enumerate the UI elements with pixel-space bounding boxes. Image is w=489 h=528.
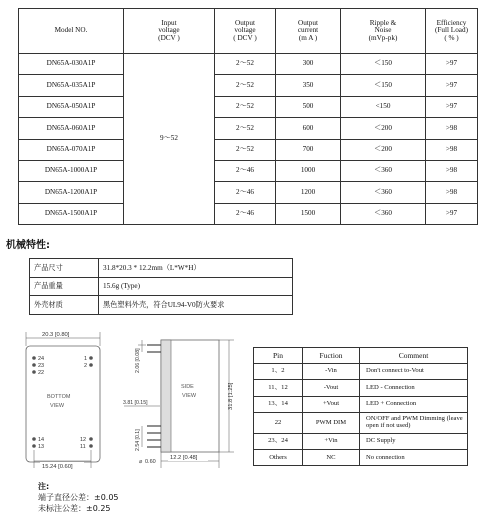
comment-cell: LED - Connection xyxy=(360,380,468,396)
vout-cell: 2～52 xyxy=(215,54,276,75)
mech-label: 产品重量 xyxy=(30,277,99,296)
side-view xyxy=(123,340,234,468)
table-row xyxy=(19,118,478,139)
vout-cell: 2～52 xyxy=(215,75,276,96)
pin-dot xyxy=(89,356,93,360)
table-row xyxy=(254,364,468,380)
header-output-voltage: Output voltage ( DCV ) xyxy=(215,9,276,54)
ripple-cell: ＜200 xyxy=(341,139,426,160)
mech-label: 产品尺寸 xyxy=(30,259,99,278)
iout-cell: 600 xyxy=(276,118,341,139)
pin-header-row xyxy=(254,348,468,364)
iout-cell: 1000 xyxy=(276,160,341,181)
model-cell: DN65A-030A1P xyxy=(19,54,124,75)
function-cell: +Vout xyxy=(303,396,360,412)
ripple-cell: ＜200 xyxy=(341,118,426,139)
dim-depth-label: 12.2 [0.48] xyxy=(170,455,198,461)
pin-label: 14 xyxy=(38,437,45,443)
vout-cell: 2～46 xyxy=(215,160,276,181)
eff-cell: >97 xyxy=(426,203,478,224)
dim-height-small-label: 2.06 [0.08] xyxy=(135,348,141,373)
model-cell: DN65A-1000A1P xyxy=(19,160,124,181)
eff-cell: >98 xyxy=(426,182,478,203)
header-output-current: Output current (m A ) xyxy=(276,9,341,54)
dim-width-bottom-label: 15.24 [0.60] xyxy=(42,464,73,470)
table-row xyxy=(19,75,478,96)
model-cell: DN65A-1200A1P xyxy=(19,182,124,203)
function-cell: -Vin xyxy=(303,364,360,380)
comment-cell: No connection xyxy=(360,450,468,466)
vout-cell: 2～52 xyxy=(215,118,276,139)
vout-cell: 2～46 xyxy=(215,182,276,203)
pin-dot xyxy=(89,444,93,448)
table-row xyxy=(30,296,293,315)
comment-cell: DC Supply xyxy=(360,433,468,449)
ripple-cell: ＜360 xyxy=(341,203,426,224)
function-cell: -Vout xyxy=(303,380,360,396)
eff-cell: >97 xyxy=(426,75,478,96)
dim-length-label: 31.8 [1.25] xyxy=(228,382,234,410)
mechanical-drawing xyxy=(0,318,250,478)
table-row xyxy=(30,277,293,296)
comment-cell: LED + Connection xyxy=(360,396,468,412)
model-cell: DN65A-070A1P xyxy=(19,139,124,160)
table-row xyxy=(19,139,478,160)
notes xyxy=(38,481,119,514)
dim-width-top-label: 20.3 [0.80] xyxy=(42,332,70,338)
pin-dot xyxy=(32,370,36,374)
comment-cell: ON/OFF and PWM Dimming (leave open if not used) xyxy=(360,412,468,433)
note-line: 未标注公差：±0.25 xyxy=(38,504,111,513)
header-function: Fuction xyxy=(303,348,360,364)
eff-cell: >97 xyxy=(426,54,478,75)
eff-cell: >98 xyxy=(426,139,478,160)
ripple-cell: <150 xyxy=(341,96,426,117)
pin-label: 12 xyxy=(80,437,87,443)
mech-value: 31.8*20.3 * 12.2mm（L*W*H） xyxy=(99,259,293,278)
table-row xyxy=(19,160,478,181)
vout-cell: 2～46 xyxy=(215,203,276,224)
pin-cell: 13、14 xyxy=(254,396,303,412)
pin-dot xyxy=(32,437,36,441)
function-cell: NC xyxy=(303,450,360,466)
pin-dot xyxy=(32,444,36,448)
note-line: 端子直径公差：±0.05 xyxy=(38,493,119,502)
pin-label: 11 xyxy=(80,444,86,450)
table-row xyxy=(30,259,293,278)
pin-label: 22 xyxy=(38,370,45,376)
ripple-cell: ＜150 xyxy=(341,54,426,75)
table-row xyxy=(254,412,468,433)
header-model: Model NO. xyxy=(19,9,124,54)
pin-cell: 11、12 xyxy=(254,380,303,396)
pin-cell: 1、2 xyxy=(254,364,303,380)
function-cell: +Vin xyxy=(303,433,360,449)
dim-pin-spacing-label: 2.54 [0.1] xyxy=(135,429,141,451)
dim-width-top xyxy=(26,332,100,346)
dim-pin-offset-label: 3.81 [0.15] xyxy=(123,400,148,406)
eff-cell: >97 xyxy=(426,96,478,117)
mechanical-table xyxy=(29,258,293,315)
comment-cell: Don't connect to-Vout xyxy=(360,364,468,380)
table-row xyxy=(19,96,478,117)
side-view-label: SIDE xyxy=(181,384,194,390)
mech-label: 外壳材质 xyxy=(30,296,99,315)
iout-cell: 350 xyxy=(276,75,341,96)
pin-label: 23 xyxy=(38,363,45,369)
pin-dot xyxy=(32,356,36,360)
pin-cell: 22 xyxy=(254,412,303,433)
dim-pin-diameter-label: 0.60 xyxy=(145,459,156,465)
model-cell: DN65A-1500A1P xyxy=(19,203,124,224)
iout-cell: 700 xyxy=(276,139,341,160)
model-cell: DN65A-060A1P xyxy=(19,118,124,139)
header-pin: Pin xyxy=(254,348,303,364)
iout-cell: 1500 xyxy=(276,203,341,224)
iout-cell: 500 xyxy=(276,96,341,117)
table-row xyxy=(19,182,478,203)
eff-cell: >98 xyxy=(426,118,478,139)
ripple-cell: ＜360 xyxy=(341,182,426,203)
notes-heading: 注: xyxy=(38,482,50,491)
pin-label: 24 xyxy=(38,356,45,362)
table-row xyxy=(254,396,468,412)
header-comment: Comment xyxy=(360,348,468,364)
iout-cell: 1200 xyxy=(276,182,341,203)
iout-cell: 300 xyxy=(276,54,341,75)
eff-cell: >98 xyxy=(426,160,478,181)
pin-cell: Others xyxy=(254,450,303,466)
mech-value: 黑色塑料外壳，符合UL94-V0防火要求 xyxy=(99,296,293,315)
function-cell: PWM DIM xyxy=(303,412,360,433)
table-row xyxy=(254,450,468,466)
model-cell: DN65A-035A1P xyxy=(19,75,124,96)
pin-label: 13 xyxy=(38,444,45,450)
ripple-cell: ＜150 xyxy=(341,75,426,96)
pin-dot xyxy=(89,437,93,441)
table-row xyxy=(19,203,478,224)
model-cell: DN65A-050A1P xyxy=(19,96,124,117)
spec-header-row xyxy=(19,9,478,54)
pin-diameter-symbol: ⌀ xyxy=(139,459,143,465)
side-view-label: VIEW xyxy=(182,393,197,399)
vout-cell: 2～52 xyxy=(215,96,276,117)
header-efficiency: Efficiency (Full Load) ( % ) xyxy=(426,9,478,54)
table-row xyxy=(254,380,468,396)
pin-cell: 23、24 xyxy=(254,433,303,449)
bottom-view-label: BOTTOM xyxy=(47,394,71,400)
input-voltage-cell: 9～52 xyxy=(124,54,215,225)
pin-dot xyxy=(89,363,93,367)
pin-label: 1 xyxy=(84,356,88,362)
pin-table xyxy=(253,347,468,466)
table-row xyxy=(19,54,478,75)
pin-dot xyxy=(32,363,36,367)
table-row xyxy=(254,433,468,449)
vout-cell: 2～52 xyxy=(215,139,276,160)
mech-value: 15.6g (Type) xyxy=(99,277,293,296)
header-input-voltage: Input voltage (DCV ) xyxy=(124,9,215,54)
spec-table xyxy=(18,8,478,225)
pin-label: 2 xyxy=(84,363,88,369)
bottom-view-label: VIEW xyxy=(50,403,65,409)
mechanical-heading: 机械特性: xyxy=(6,240,50,251)
header-ripple: Ripple & Noise (mVp-pk) xyxy=(341,9,426,54)
ripple-cell: ＜360 xyxy=(341,160,426,181)
